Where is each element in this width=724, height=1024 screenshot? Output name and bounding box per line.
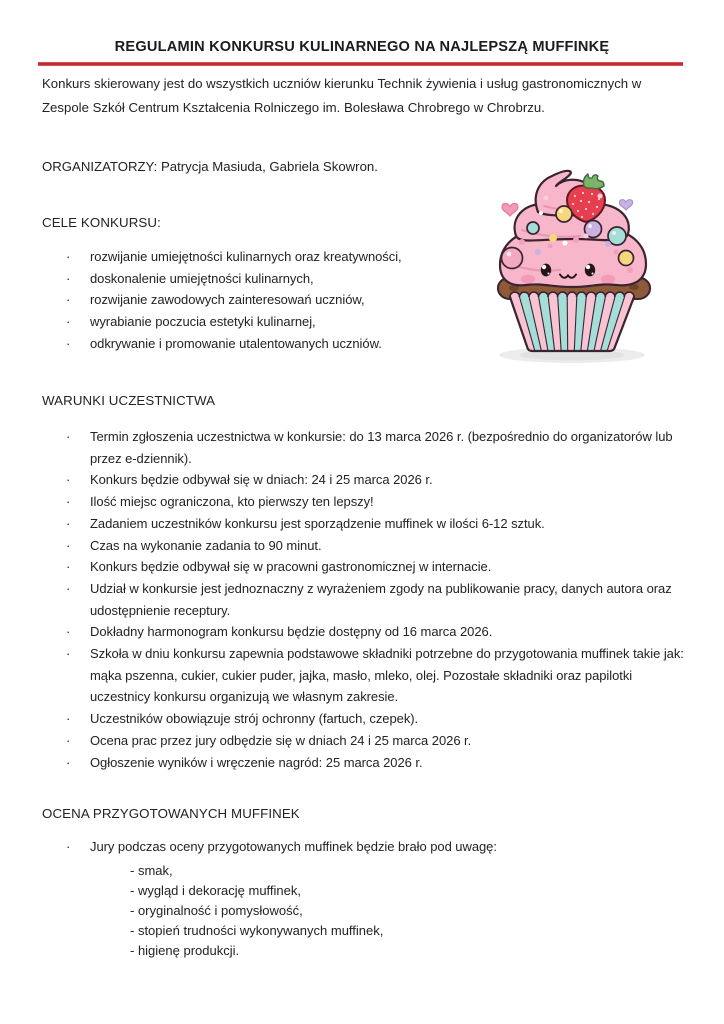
title-divider: [38, 62, 683, 66]
intro-paragraph: Konkurs skierowany jest do wszystkich uczniów kierunku Technik żywienia i usług gastronomicznych w Zespole Szkół Centrum Kształcenia Rolniczego im. Bolesława Chrobrego w Chrobrzu.: [42, 76, 642, 115]
list-item-text: Zadaniem uczestników konkursu jest sporządzenie muffinek w ilości 6-12 sztuk.: [90, 515, 545, 531]
list-item: [42, 621, 688, 643]
sublist-item: - smak,: [130, 863, 173, 878]
bullet-marker: ·: [66, 711, 71, 727]
list-item-text: odkrywanie i promowanie utalentowanych uczniów.: [90, 335, 382, 351]
list-item-text: Udział w konkursie jest jednoznaczny z wyrażeniem zgody na publikowanie pracy, danych autora oraz udostępnienie receptury.: [90, 580, 672, 618]
list-item-text: Konkurs będzie odbywał się w dniach: 24 i 25 marca 2026 r.: [90, 472, 433, 488]
bullet-marker: ·: [66, 537, 71, 553]
bullet-marker: ·: [66, 515, 71, 531]
list-item: [42, 752, 688, 774]
warunki-list: [42, 426, 688, 773]
sublist-item: - stopień trudności wykonywanych muffinek,: [130, 923, 384, 939]
cupcake-liner: [510, 292, 634, 351]
list-item-text: Ilość miejsc ograniczona, kto pierwszy ten lepszy!: [90, 494, 374, 510]
list-item: [42, 643, 688, 708]
list-item-text: Termin zgłoszenia uczestnictwa w konkursie: do 13 marca 2026 r. (bezpośrednio do organizatorów lub przez e-dziennik).: [90, 429, 673, 466]
list-item: [42, 556, 688, 578]
bullet-marker: ·: [66, 624, 71, 640]
list-item-text: Dokładny harmonogram konkursu będzie dostępny od 16 marca 2026.: [90, 624, 493, 640]
sublist-item: - wygląd i dekorację muffinek,: [130, 883, 302, 899]
ocena-criteria-sublist: [130, 861, 630, 961]
sublist-item: - higienę produkcji.: [130, 943, 240, 959]
list-item-text: rozwijanie zawodowych zainteresowań uczniów,: [90, 292, 365, 308]
section-heading-cele: CELE KONKURSU:: [42, 215, 161, 230]
list-item-text: doskonalenie umiejętności kulinarnych,: [90, 270, 314, 286]
list-item: [42, 426, 688, 469]
list-item: [42, 730, 688, 752]
list-item: [42, 513, 688, 535]
list-item-text: Uczestników obowiązuje strój ochronny (fartuch, czepek).: [90, 711, 419, 727]
bullet-marker: ·: [66, 494, 71, 510]
bullet-marker: ·: [66, 754, 71, 770]
cupcake-illustration: [488, 166, 660, 368]
bullet-marker: ·: [66, 314, 71, 330]
section-heading-warunki: WARUNKI UCZESTNICTWA: [42, 393, 216, 408]
list-item: [42, 535, 688, 557]
bullet-marker: ·: [66, 335, 71, 351]
list-item-text: Ocena prac przez jury odbędzie się w dniach 24 i 25 marca 2026 r.: [90, 732, 472, 748]
bullet-marker: ·: [66, 292, 71, 308]
list-item-text: wyrabianie poczucia estetyki kulinarnej,: [90, 314, 316, 330]
organizers-line: ORGANIZATORZY: Patrycja Masiuda, Gabriela Skowron.: [42, 159, 378, 174]
list-item-text: Ogłoszenie wyników i wręczenie nagród: 25 marca 2026 r.: [90, 754, 423, 770]
list-item-text: Konkurs będzie odbywał się w pracowni gastronomicznej w internacie.: [90, 559, 492, 575]
list-item: [42, 491, 688, 513]
list-item-text: Szkoła w dniu konkursu zapewnia podstawowe składniki potrzebne do przygotowania muffinek takie jak: mąka pszenna, cukier, cukier puder, jajka, masło, mleko, olej. Pozostałe składniki oraz papilotki uczestnicy konkursu organizują we własnym zakresie.: [90, 646, 684, 705]
bullet-marker: ·: [66, 580, 71, 596]
bullet-marker: ·: [66, 646, 71, 662]
section-heading-ocena: OCENA PRZYGOTOWANYCH MUFFINEK: [42, 806, 300, 821]
bullet-marker: ·: [66, 270, 71, 286]
bullet-marker: ·: [66, 732, 71, 748]
bullet-marker: ·: [66, 249, 71, 264]
ocena-list: [42, 836, 688, 858]
list-item: [42, 836, 688, 858]
list-item-text: rozwijanie umiejętności kulinarnych oraz kreatywności,: [90, 249, 402, 264]
list-item: [42, 469, 688, 491]
bullet-marker: ·: [66, 839, 71, 854]
bullet-marker: ·: [66, 472, 71, 488]
document-title: REGULAMIN KONKURSU KULINARNEGO NA NAJLEPSZĄ MUFFINKĘ: [114, 39, 610, 55]
list-item: [42, 708, 688, 730]
sublist-item: - oryginalność i pomysłowość,: [130, 903, 303, 919]
list-item-text: Jury podczas oceny przygotowanych muffinek będzie brało pod uwagę:: [90, 839, 497, 854]
list-item-text: Czas na wykonanie zadania to 90 minut.: [90, 537, 322, 553]
list-item: [42, 578, 688, 621]
bullet-marker: ·: [66, 559, 71, 575]
bullet-marker: ·: [66, 429, 71, 444]
